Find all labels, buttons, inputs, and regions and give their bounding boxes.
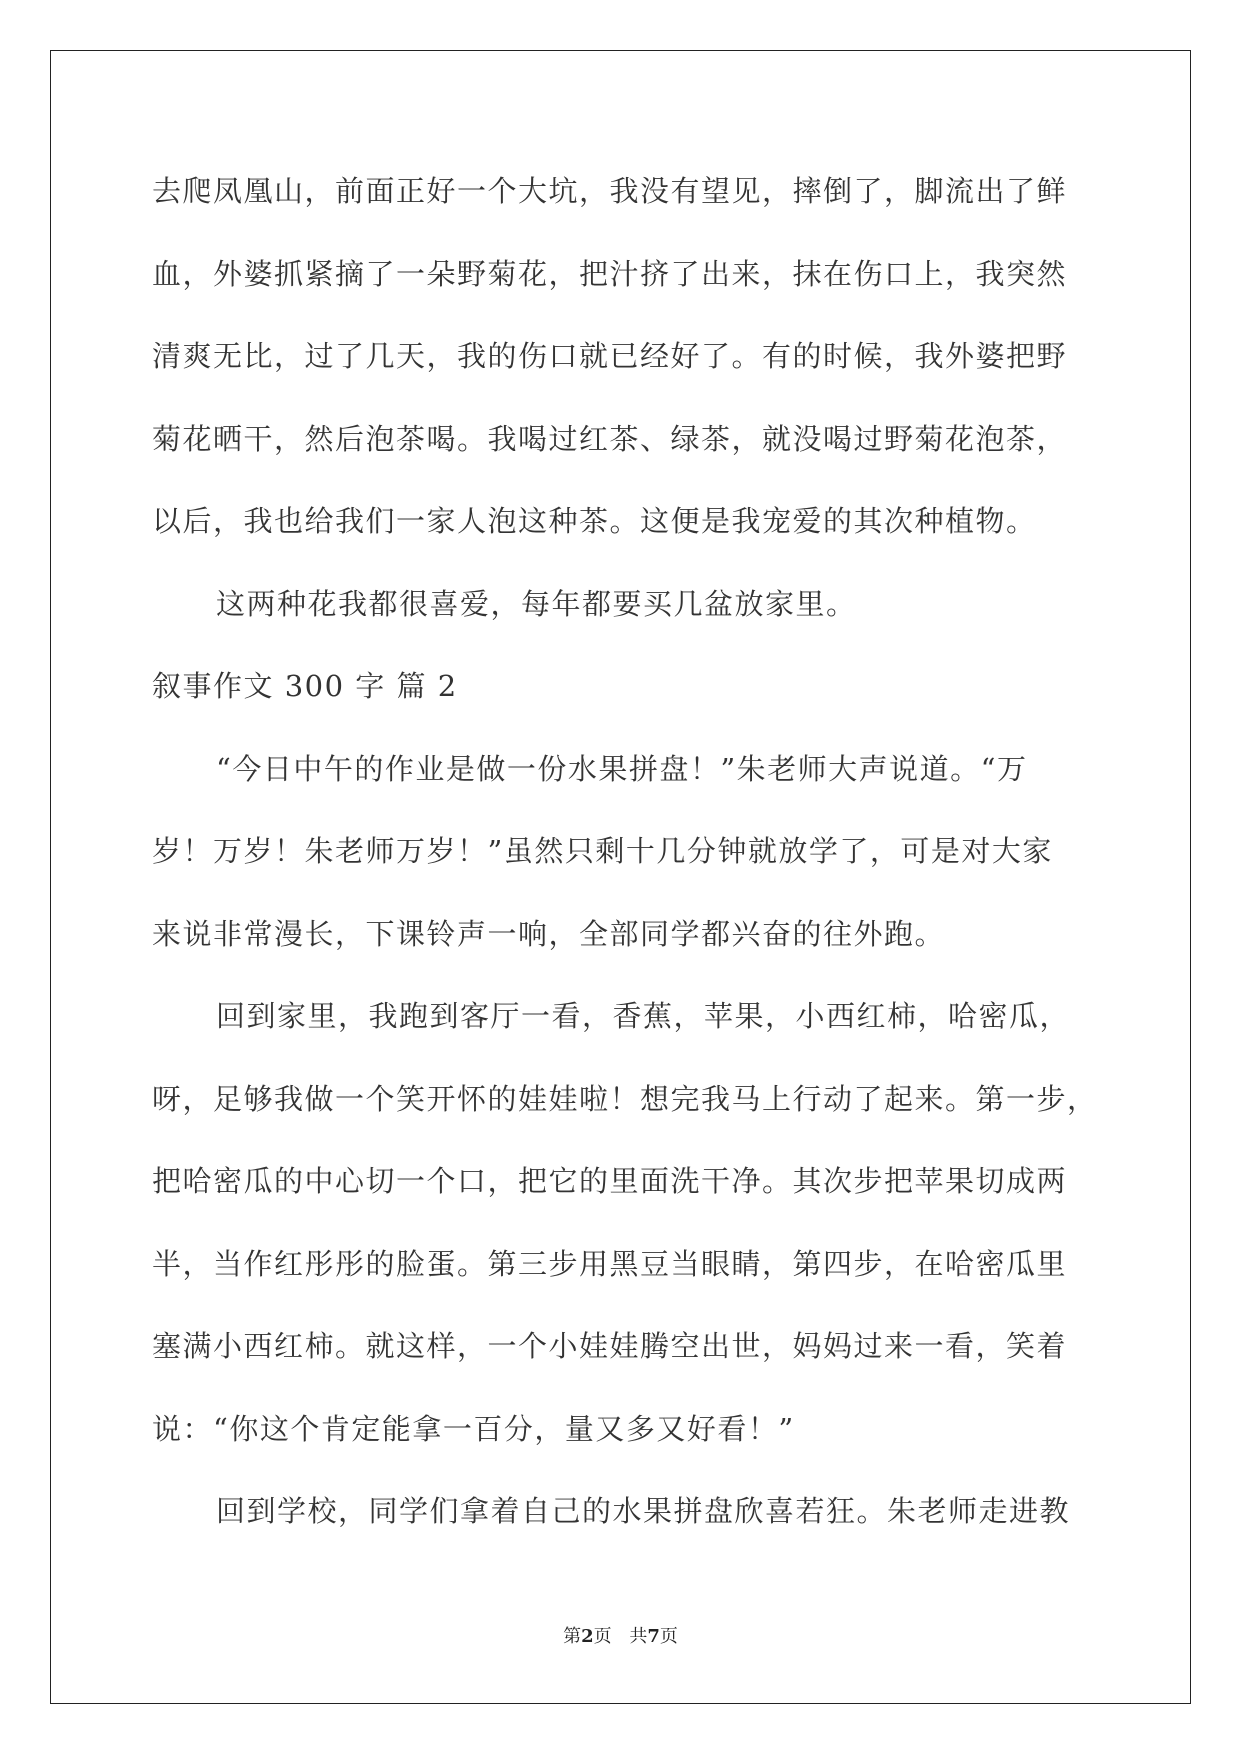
page-prefix: 第: [563, 1626, 582, 1647]
text-line: 说：“你这个肯定能拿一百分，量又多又好看！”: [152, 1411, 795, 1446]
page-indicator: [563, 1626, 612, 1647]
text-line: “今日中午的作业是做一份水果拼盘！”朱老师大声说道。“万: [216, 751, 1028, 786]
text-line: 塞满小西红柿。就这样，一个小娃娃腾空出世，妈妈过来一看，笑着: [152, 1329, 1068, 1363]
total-prefix: 共: [629, 1626, 648, 1647]
text-line: 去爬凤凰山，前面正好一个大坑，我没有望见，摔倒了，脚流出了鲜: [152, 174, 1068, 208]
text-line: 来说非常漫长，下课铃声一响，全部同学都兴奋的往外跑。: [152, 916, 946, 951]
text-line: 半，当作红彤彤的脸蛋。第三步用黑豆当眼睛，第四步，在哈密瓜里: [152, 1246, 1068, 1281]
page-number: 2: [581, 1626, 594, 1647]
text-line: 这两种花我都很喜爱，每年都要买几盆放家里。: [216, 586, 857, 621]
total-indicator: [629, 1626, 678, 1647]
text-line: 回到学校，同学们拿着自己的水果拼盘欣喜若狂。朱老师走进教: [216, 1494, 1071, 1528]
text-line: 岁！万岁！朱老师万岁！”虽然只剩十几分钟就放学了，可是对大家: [152, 834, 1053, 868]
text-line: 清爽无比，过了几天，我的伤口就已经好了。有的时候，我外婆把野: [152, 339, 1068, 373]
text-line: 呀，足够我做一个笑开怀的娃娃啦！想完我马上行动了起来。第一步，: [152, 1081, 1098, 1116]
page-suffix: 页: [593, 1626, 612, 1647]
text-line: 菊花晒干，然后泡茶喝。我喝过红茶、绿茶，就没喝过野菊花泡茶，: [152, 421, 1068, 456]
text-line: 把哈密瓜的中心切一个口，把它的里面洗干净。其次步把苹果切成两: [152, 1164, 1068, 1198]
page-footer: [0, 1622, 1241, 1648]
section-heading: 叙事作文 300 字 篇 2: [152, 669, 458, 703]
total-number: 7: [647, 1626, 660, 1647]
document-body: [152, 150, 1098, 1553]
text-line: 血，外婆抓紧摘了一朵野菊花，把汁挤了出来，抹在伤口上，我突然: [152, 256, 1068, 291]
total-suffix: 页: [659, 1626, 678, 1647]
text-line: 回到家里，我跑到客厅一看，香蕉，苹果，小西红柿，哈密瓜，: [216, 999, 1071, 1033]
text-line: 以后，我也给我们一家人泡这种茶。这便是我宠爱的其次种植物。: [152, 504, 1037, 538]
